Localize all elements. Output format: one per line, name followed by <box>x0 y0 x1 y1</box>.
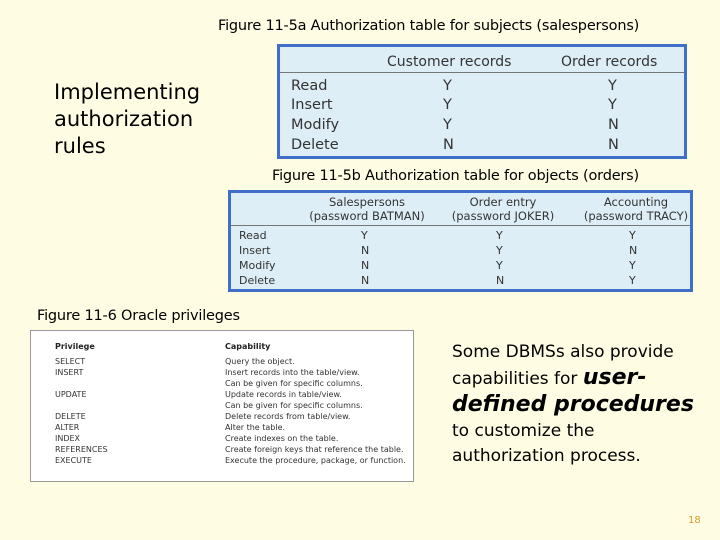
table-cell: Y <box>608 78 617 94</box>
page-number: 18 <box>688 515 701 526</box>
table-cell: Y <box>496 259 503 272</box>
table-row <box>34 401 414 412</box>
table-row <box>34 423 414 434</box>
capability-text: Delete records from table/view. <box>225 412 351 421</box>
table-row <box>34 445 414 456</box>
privilege-name: UPDATE <box>55 390 87 399</box>
column-header <box>443 195 563 223</box>
privilege-name: ALTER <box>55 423 80 432</box>
column-header-password: (password JOKER) <box>451 209 555 223</box>
table-cell: Y <box>361 229 368 242</box>
table-cell: Y <box>629 259 636 272</box>
row-label: Read <box>239 229 267 242</box>
table-row <box>34 456 414 467</box>
row-label: Read <box>291 78 328 94</box>
note-text-part: Some DBMSs also provide capabilities for <box>452 342 674 389</box>
row-label: Insert <box>239 244 271 257</box>
table-cell: N <box>496 274 505 287</box>
table-cell: N <box>361 259 370 272</box>
slide-title-line: Implementing <box>54 80 201 104</box>
column-header: Order records <box>561 54 658 70</box>
slide-title <box>54 79 200 160</box>
table-row <box>231 259 690 274</box>
slide-title-line: authorization <box>54 107 194 131</box>
table-cell: Y <box>496 229 503 242</box>
table-cell: Y <box>608 97 617 113</box>
figure-11-6-caption: Figure 11-6 Oracle privileges <box>37 308 240 324</box>
note-text <box>452 340 702 469</box>
privilege-name: EXECUTE <box>55 456 92 465</box>
table-cell: N <box>608 137 619 153</box>
column-header: Capability <box>225 342 271 351</box>
row-label: Delete <box>239 274 276 287</box>
header-divider <box>231 225 690 226</box>
column-header: Privilege <box>55 342 95 351</box>
column-header-name: Order entry <box>469 195 537 209</box>
figure-11-5a-caption: Figure 11-5a Authorization table for subjects (salespersons) <box>218 18 640 34</box>
figure-11-5b-caption: Figure 11-5b Authorization table for objects (orders) <box>272 168 639 184</box>
slide-title-line: rules <box>54 134 106 158</box>
row-label: Delete <box>291 137 339 153</box>
table-row <box>34 412 414 423</box>
capability-text: Create foreign keys that reference the table. <box>225 445 404 454</box>
note-emphasis: user- <box>582 365 647 390</box>
column-header <box>576 195 696 223</box>
capability-text: Update records in table/view. <box>225 390 342 399</box>
table-cell: Y <box>443 97 452 113</box>
capability-text: Query the object. <box>225 357 295 366</box>
capability-text: Create indexes on the table. <box>225 434 339 443</box>
table-row <box>280 137 684 156</box>
table-cell: Y <box>443 117 452 133</box>
table-cell: N <box>608 117 619 133</box>
oracle-privileges-table <box>30 330 414 482</box>
privilege-name: REFERENCES <box>55 445 108 454</box>
capability-text: Can be given for specific columns. <box>225 379 363 388</box>
capability-text: Insert records into the table/view. <box>225 368 360 377</box>
table-cell: N <box>629 244 638 257</box>
capability-text: Alter the table. <box>225 423 286 432</box>
column-header-password: (password BATMAN) <box>309 209 425 223</box>
table-cell: N <box>443 137 454 153</box>
privilege-name: INDEX <box>55 434 81 443</box>
column-header-name: Accounting <box>603 195 669 209</box>
table-row <box>34 368 414 379</box>
table-row <box>34 390 414 401</box>
row-label: Modify <box>239 259 276 272</box>
table-row <box>280 97 684 116</box>
column-header-password: (password TRACY) <box>583 209 689 223</box>
column-header: Customer records <box>387 54 512 70</box>
subjects-authorization-table <box>277 44 687 159</box>
note-text-part: to customize the authorization process. <box>452 421 641 466</box>
table-cell: N <box>361 244 370 257</box>
column-header-name: Salespersons <box>328 195 406 209</box>
table-row <box>34 379 414 390</box>
table-cell: Y <box>629 274 636 287</box>
row-label: Insert <box>291 97 333 113</box>
table-row <box>280 78 684 97</box>
table-row <box>280 117 684 136</box>
objects-authorization-table <box>228 190 693 292</box>
table-cell: Y <box>629 229 636 242</box>
table-cell: Y <box>443 78 452 94</box>
capability-text: Can be given for specific columns. <box>225 401 363 410</box>
column-header <box>307 195 427 223</box>
table-cell: Y <box>496 244 503 257</box>
table-row <box>34 434 414 445</box>
privilege-name: SELECT <box>55 357 86 366</box>
privilege-name: INSERT <box>55 368 84 377</box>
row-label: Modify <box>291 117 340 133</box>
table-row <box>34 357 414 368</box>
table-cell: N <box>361 274 370 287</box>
table-row <box>231 244 690 259</box>
note-emphasis: defined procedures <box>452 392 694 417</box>
table-row <box>231 229 690 244</box>
table-row <box>231 274 690 289</box>
capability-text: Execute the procedure, package, or function. <box>225 456 406 465</box>
header-divider <box>280 72 684 73</box>
privilege-name: DELETE <box>55 412 86 421</box>
